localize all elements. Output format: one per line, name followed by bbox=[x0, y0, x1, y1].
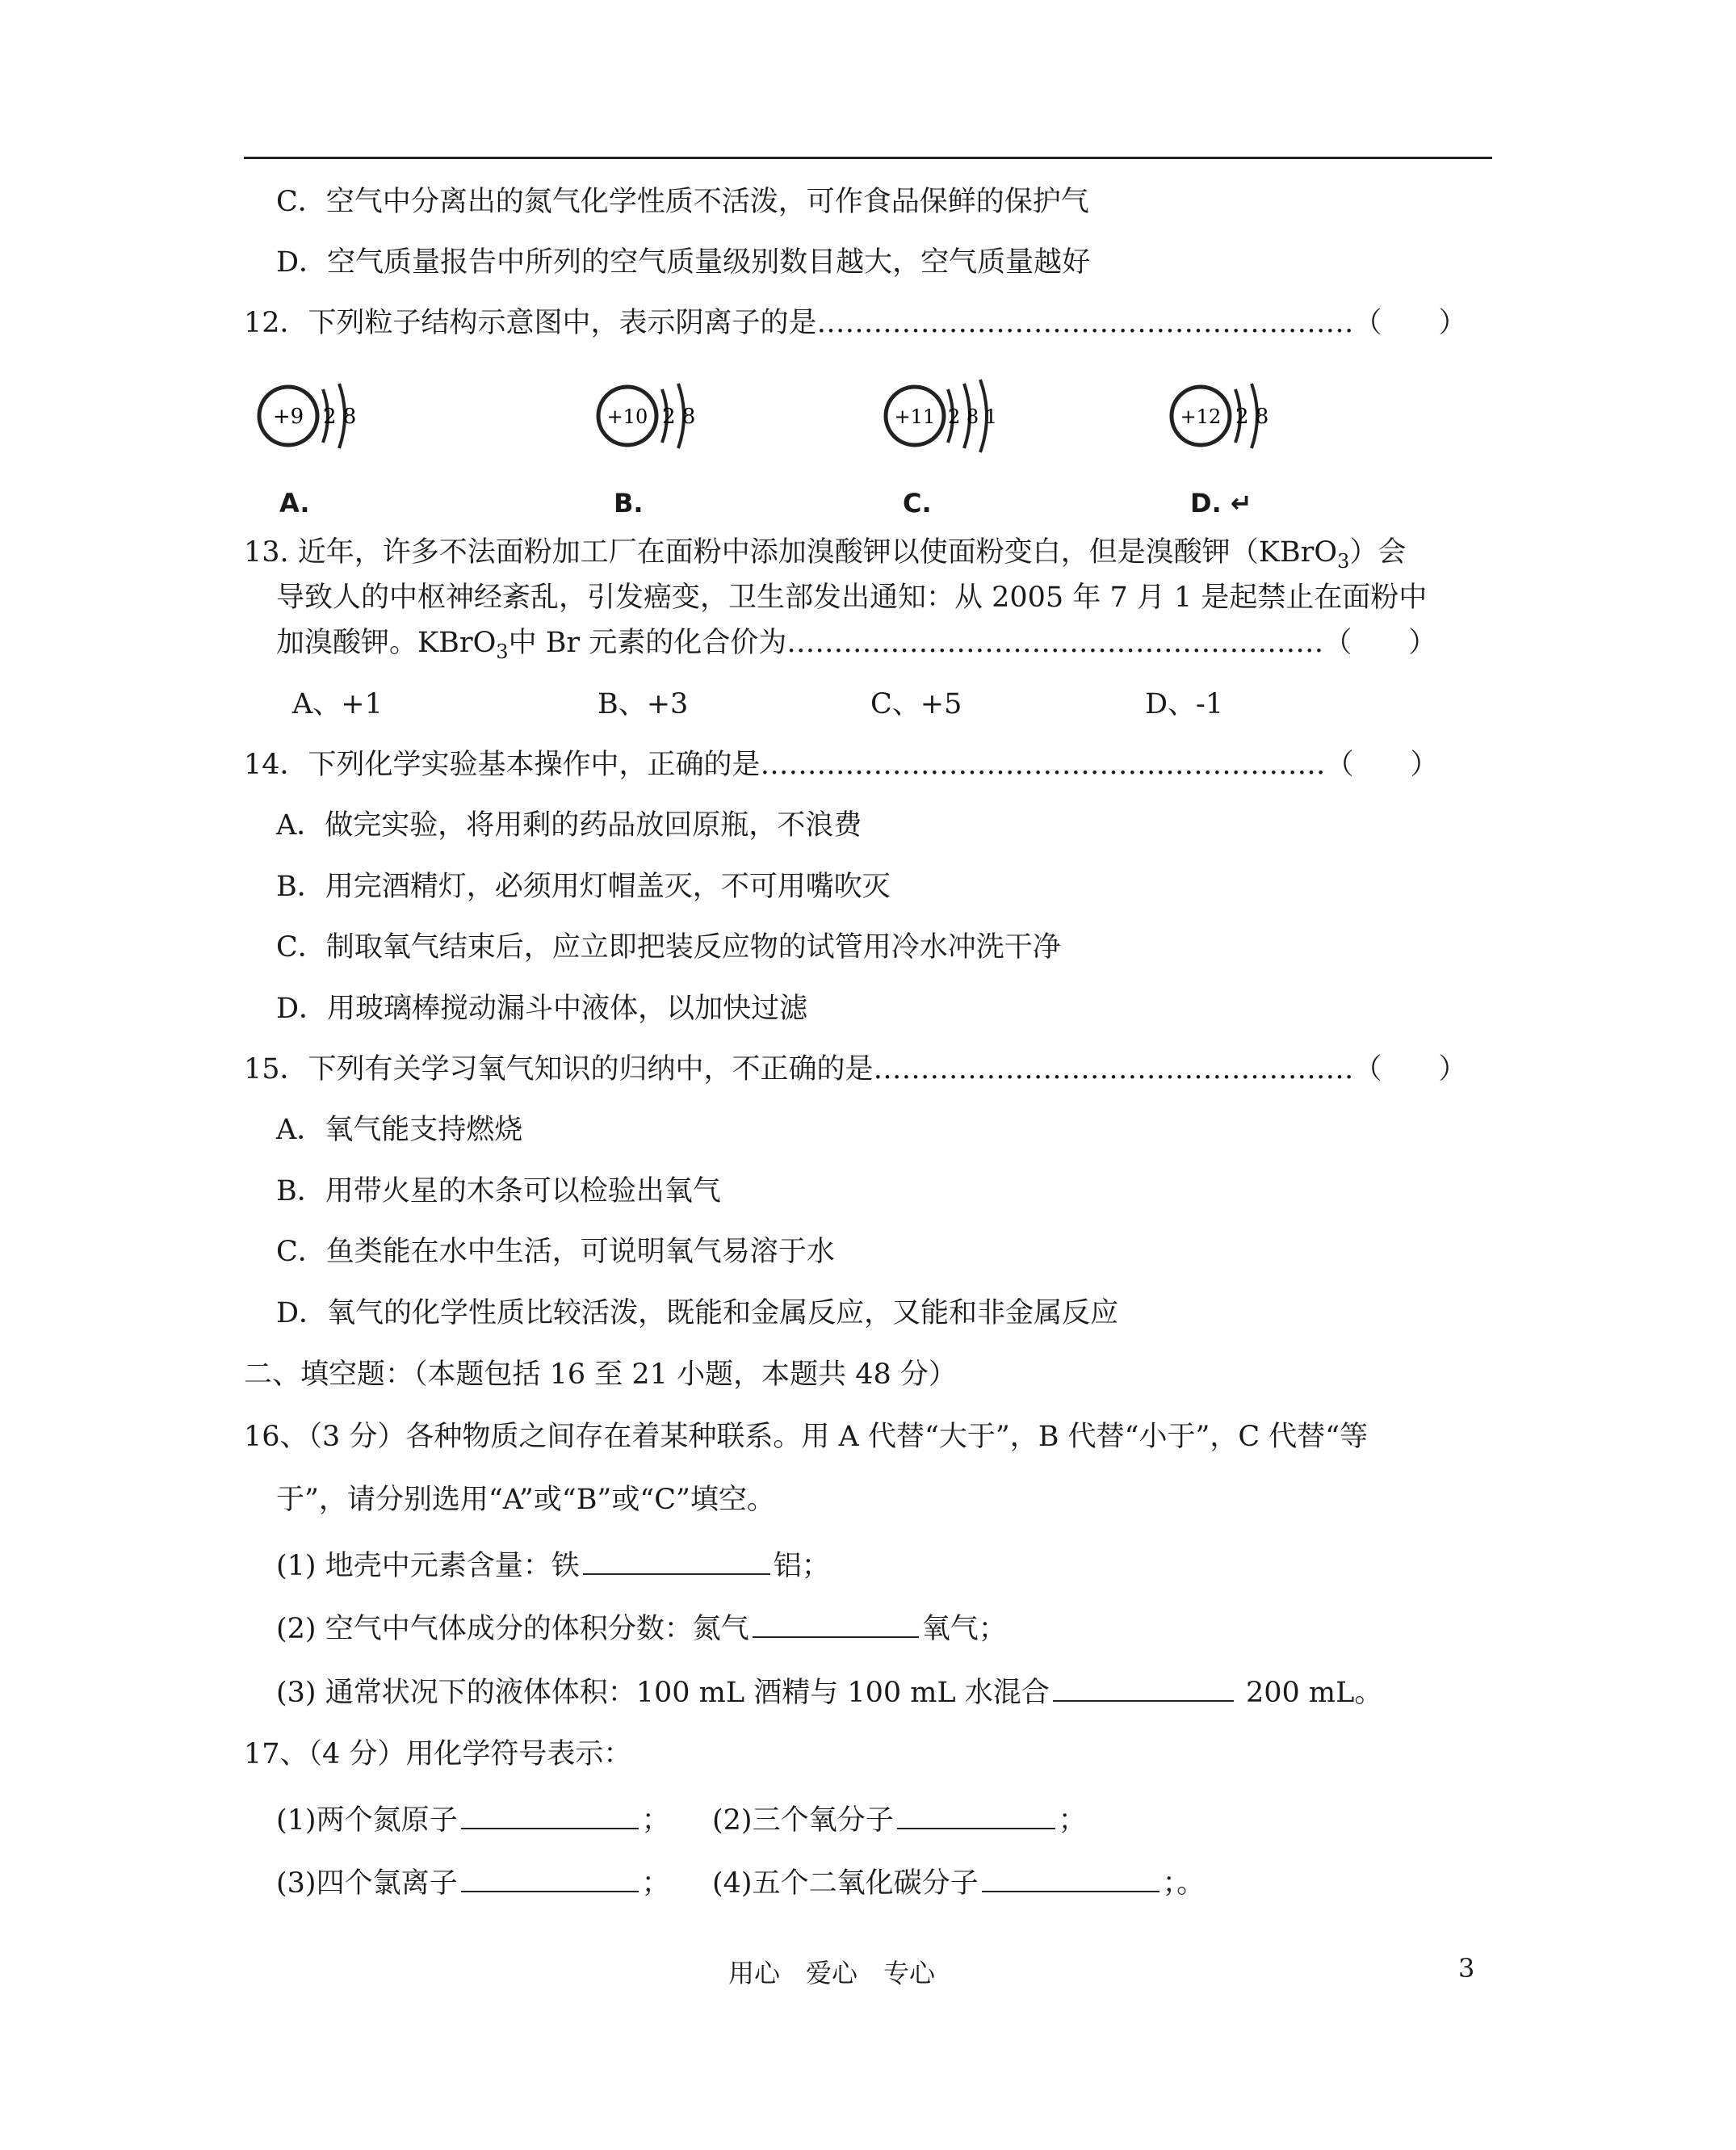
q13-option-b: B、+3 bbox=[598, 688, 689, 720]
q14-option-a: A．做完实验，将用剩的药品放回原瓶，不浪费 bbox=[276, 809, 862, 842]
header-rule bbox=[244, 157, 1492, 159]
q15-option-c: C．鱼类能在水中生活，可说明氧气易溶于水 bbox=[276, 1236, 835, 1268]
atom-label-a: A. bbox=[279, 488, 310, 519]
q13-option-c: C、+5 bbox=[870, 688, 962, 720]
q13-option-a: A、+1 bbox=[292, 688, 383, 720]
nucleus-a: +9 bbox=[272, 405, 304, 429]
q13-line1: 13. 近年，许多不法面粉加工厂在面粉中添加溴酸钾以使面粉变白，但是溴酸钾（KBrO$_3$）会 bbox=[244, 536, 1407, 573]
q14-option-d: D．用玻璃棒搅动漏斗中液体，以加快过滤 bbox=[276, 993, 808, 1025]
q11-option-c: C．空气中分离出的氮气化学性质不活泼，可作食品保鲜的保护气 bbox=[276, 186, 1089, 218]
atom-label-c: C. bbox=[903, 488, 932, 519]
shells-c: 2 8 1 bbox=[948, 405, 998, 428]
page-number: 3 bbox=[1458, 1953, 1475, 1984]
q17-stem: 17、（4 分）用化学符号表示： bbox=[244, 1738, 632, 1770]
q13-line2: 导致人的中枢神经紊乱，引发癌变，卫生部发出通知：从 2005 年 7 月 1 是起禁止在面粉中 bbox=[276, 582, 1428, 614]
q14-option-c: C．制取氧气结束后，应立即把装反应物的试管用冷水冲洗干净 bbox=[276, 931, 1061, 964]
atom-diagram-c bbox=[878, 372, 1016, 460]
answer-blank[interactable] bbox=[753, 1609, 919, 1638]
q15-option-a: A．氧气能支持燃烧 bbox=[276, 1114, 523, 1146]
section-heading: 二、填空题：（本题包括 16 至 21 小题，本题共 48 分） bbox=[244, 1358, 957, 1391]
q17-part4: (4)五个二氧化碳分子 ；。 bbox=[712, 1863, 1205, 1901]
q14-option-b: B．用完酒精灯，必须用灯帽盖灭，不可用嘴吹灭 bbox=[276, 871, 891, 903]
q15-option-d: D．氧气的化学性质比较活泼，既能和金属反应，又能和非金属反应 bbox=[276, 1297, 1119, 1329]
nucleus-d: +12 bbox=[1180, 405, 1222, 428]
nucleus-b: +10 bbox=[606, 405, 648, 428]
answer-blank[interactable] bbox=[897, 1800, 1055, 1829]
q17-part2: (2)三个氧分子 ； bbox=[712, 1800, 1087, 1838]
atom-label-d: D. ↵ bbox=[1190, 488, 1252, 519]
q13-line3: 加溴酸钾。KBrO$_3$中 Br 元素的化合价为…………………………………………………（ ） bbox=[276, 627, 1437, 663]
q16-line2: 于”，请分别选用“A”或“B”或“C”填空。 bbox=[276, 1484, 775, 1516]
shells-d: 2 8 bbox=[1235, 405, 1269, 429]
q12-stem: 12．下列粒子结构示意图中，表示阴离子的是…………………………………………………（ ） bbox=[244, 307, 1467, 339]
footer-motto: 用心 爱心 专心 bbox=[728, 1958, 936, 1988]
q15-stem: 15．下列有关学习氧气知识的归纳中，不正确的是……………………………………………（ ） bbox=[244, 1053, 1467, 1085]
atom-diagram-a bbox=[252, 372, 373, 460]
q16-part2: (2) 空气中气体成分的体积分数：氮气 氧气； bbox=[276, 1609, 1007, 1647]
answer-blank[interactable] bbox=[982, 1863, 1159, 1892]
atom-diagram-d bbox=[1164, 372, 1285, 460]
q11-option-d: D．空气质量报告中所列的空气质量级别数目越大，空气质量越好 bbox=[276, 246, 1091, 279]
shells-b: 2 8 bbox=[662, 405, 696, 429]
q16-part3: (3) 通常状况下的液体体积：100 mL 酒精与 100 mL 水混合 200 mL。 bbox=[276, 1673, 1382, 1711]
q17-part1: (1)两个氮原子 ； bbox=[276, 1800, 670, 1838]
shells-a: 2 8 bbox=[323, 405, 357, 429]
q17-part3: (3)四个氯离子 ； bbox=[276, 1863, 670, 1901]
answer-blank[interactable] bbox=[461, 1800, 639, 1829]
q14-stem: 14．下列化学实验基本操作中，正确的是……………………………………………………（ ） bbox=[244, 749, 1439, 781]
q15-option-b: B．用带火星的木条可以检验出氧气 bbox=[276, 1175, 721, 1207]
answer-blank[interactable] bbox=[461, 1863, 639, 1892]
atom-diagram-b bbox=[591, 372, 712, 460]
q16-part1: (1) 地壳中元素含量：铁 铝； bbox=[276, 1546, 830, 1584]
q13-option-d: D、-1 bbox=[1145, 688, 1224, 720]
answer-blank[interactable] bbox=[1053, 1673, 1234, 1702]
nucleus-c: +11 bbox=[894, 405, 936, 428]
answer-blank[interactable] bbox=[583, 1546, 770, 1575]
atom-label-b: B. bbox=[614, 488, 644, 519]
q16-line1: 16、（3 分）各种物质之间存在着某种联系。用 A 代替“大于”，B 代替“小于”，C 代替“等 bbox=[244, 1421, 1369, 1453]
